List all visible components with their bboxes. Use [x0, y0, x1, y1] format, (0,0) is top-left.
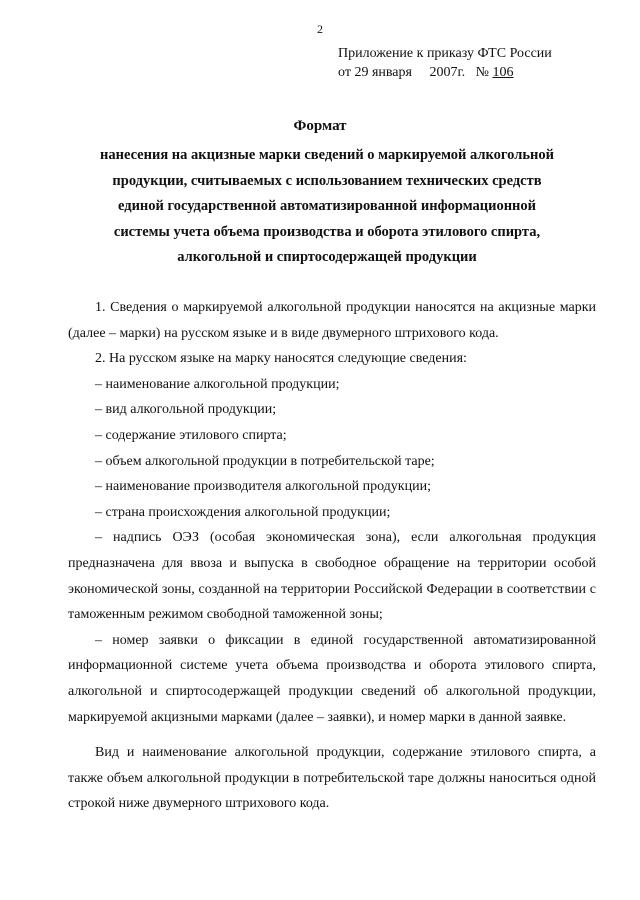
- list-item: – номер заявки о фиксации в единой государственной автоматизированной информационной системе учета объема производства и оборота этилового спирта, алкогольной и спиртосодержащей продукции сведений об алкогольной продукции, маркируемой акцизными марками (далее – заявки), и номер марки в данной заявке.: [68, 632, 596, 725]
- list-item: – наименование алкогольной продукции;: [95, 376, 340, 392]
- date-year: 2007г.: [429, 65, 466, 80]
- date-month: января: [371, 65, 412, 80]
- list-item: – вид алкогольной продукции;: [95, 402, 277, 418]
- date-prefix: от: [338, 65, 351, 80]
- document-subtitle: нанесения на акцизные марки сведений о маркируемой алкогольной продукции, считываемых с использованием технических средств единой государственной автоматизированной информационной системы учета объема производства и оборота этилового спирта, алкогольной и спиртосодержащей продукции: [100, 147, 554, 265]
- appendix-title: Приложение к приказу ФТС России: [338, 46, 552, 61]
- list-item: – наименование производителя алкогольной продукции;: [95, 479, 431, 495]
- paragraph-2: 2. На русском языке на марку наносятся следующие сведения:: [95, 351, 467, 367]
- list-item: – объем алкогольной продукции в потребительской таре;: [95, 453, 435, 469]
- list-item: – надпись ОЭЗ (особая экономическая зона), если алкогольная продукция предназначена для ввоза и выпуска в свободное обращение на территории особой экономической зоны, созданной на территории Российской Федерации в соответствии с таможенным режимом свободной таможенной зоны;: [68, 530, 596, 623]
- document-title: Формат: [293, 118, 347, 134]
- order-number: 106: [492, 65, 514, 80]
- page-number: 2: [317, 22, 323, 36]
- appendix-header: [338, 44, 552, 82]
- document-body: [68, 295, 596, 817]
- appendix-date-line: [338, 63, 552, 82]
- list-item: – страна происхождения алкогольной продукции;: [95, 504, 391, 520]
- order-number-label: №: [475, 65, 489, 80]
- paragraph-1: 1. Сведения о маркируемой алкогольной продукции наносятся на акцизные марки (далее – марки) на русском языке и в виде двумерного штрихового кода.: [68, 300, 596, 341]
- paragraph-3: Вид и наименование алкогольной продукции, содержание этилового спирта, а также объем алкогольной продукции в потребительской таре должны наноситься одной строкой ниже двумерного штрихового кода.: [68, 745, 596, 812]
- list-item: – содержание этилового спирта;: [95, 427, 287, 443]
- date-day: 29: [354, 65, 369, 80]
